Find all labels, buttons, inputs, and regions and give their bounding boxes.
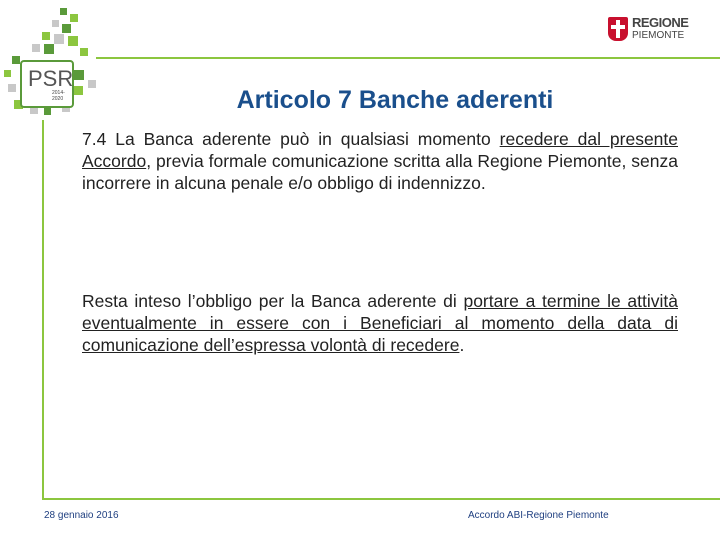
paragraph-2 (82, 290, 678, 356)
left-rule (42, 120, 44, 500)
psr-logo-label: PSR (28, 66, 74, 91)
paragraph-1-underlined: recedere dal presente Accordo (82, 129, 679, 171)
psr-logo (20, 60, 74, 108)
bottom-rule (42, 498, 720, 500)
paragraph-1-prefix: 7.4 La Banca aderente può in qualsiasi momento (82, 129, 500, 149)
footer-date: 28 gennaio 2016 (44, 510, 119, 521)
footer-document: Accordo ABI-Regione Piemonte (468, 510, 609, 521)
paragraph-2-prefix: Resta inteso l’obbligo per la Banca aderente di (82, 291, 464, 311)
region-cross-icon (608, 17, 628, 41)
paragraph-2-underlined: portare a termine le attività eventualmente in essere con i Beneficiari al momento della data di comunicazione dell’espressa volontà di recedere (82, 291, 678, 355)
paragraph-2-suffix: . (459, 335, 465, 355)
slide-title: Articolo 7 Banche aderenti (236, 86, 554, 114)
region-logo-line1: REGIONE (632, 15, 689, 30)
paragraph-1-suffix: , previa formale comunicazione scritta alla Regione Piemonte, senza incorrere in alcuna penale e/o obbligo di indennizzo. (82, 151, 678, 193)
region-logo-line2: PIEMONTE (632, 30, 685, 41)
paragraph-1 (82, 128, 678, 194)
psr-logo-sub: 2014-2020 (52, 90, 65, 102)
top-rule (96, 57, 720, 59)
